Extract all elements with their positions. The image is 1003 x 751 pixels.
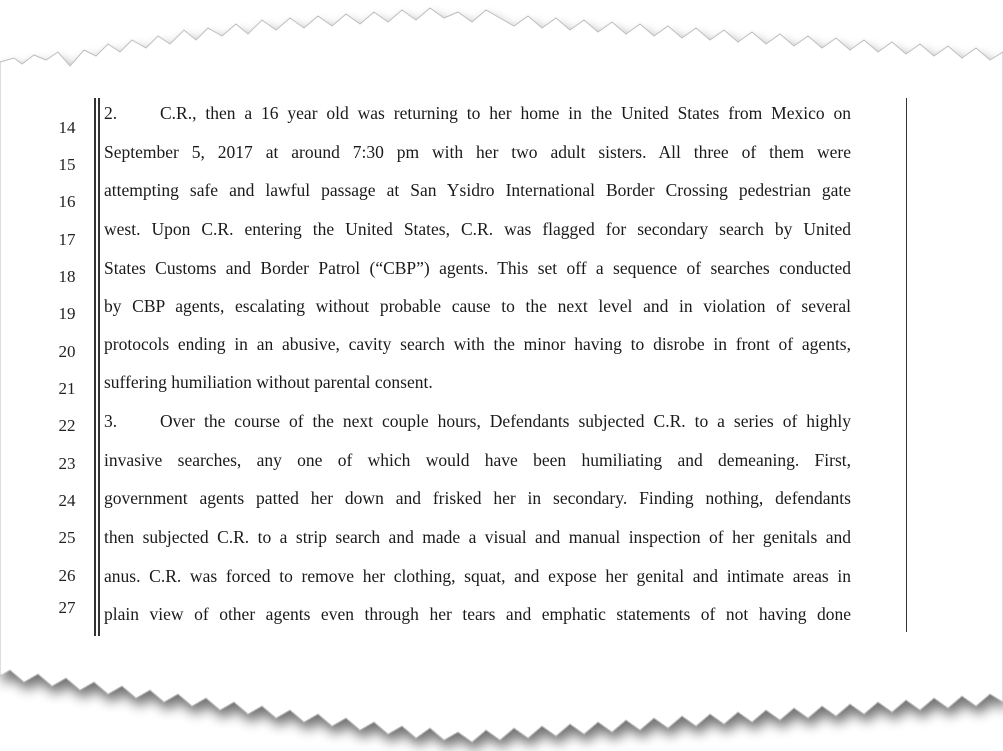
line-number: 21 <box>58 379 76 398</box>
paragraph-line: September 5, 2017 at around 7:30 pm with her two adult sisters. All three of them were <box>104 142 851 162</box>
line-number: 27 <box>58 598 76 617</box>
paragraph-line: plain view of other agents even through her tears and emphatic statements of not having done <box>104 604 851 624</box>
line-number: 15 <box>58 155 76 174</box>
paragraph-line: anus. C.R. was forced to remove her clothing, squat, and expose her genital and intimate areas in <box>104 566 851 586</box>
line-number: 22 <box>58 416 76 435</box>
paragraph-line: suffering humiliation without parental consent. <box>104 372 433 392</box>
line-number: 14 <box>58 118 76 137</box>
paragraph-number: 3. <box>104 411 118 431</box>
paragraph-line <box>104 410 851 432</box>
paragraph-line: by CBP agents, escalating without probable cause to the next level and in violation of several <box>104 296 851 316</box>
paragraph-line-text: C.R., then a 16 year old was returning to her home in the United States from Mexico on <box>160 103 851 123</box>
paragraph-line: government agents patted her down and frisked her in secondary. Finding nothing, defendants <box>104 488 851 508</box>
left-margin-rule-2 <box>98 98 100 636</box>
line-number: 16 <box>58 192 76 211</box>
line-number: 20 <box>58 342 76 361</box>
line-number: 19 <box>58 304 76 323</box>
paragraph-line: then subjected C.R. to a strip search and made a visual and manual inspection of her genitals and <box>104 527 851 547</box>
paragraph-line-text: Over the course of the next couple hours, Defendants subjected C.R. to a series of highly <box>160 411 851 431</box>
line-number: 26 <box>58 566 76 585</box>
line-number: 18 <box>58 267 76 286</box>
right-margin-rule <box>906 98 907 632</box>
line-number: 23 <box>58 454 76 473</box>
paragraph-line: west. Upon C.R. entering the United States, C.R. was flagged for secondary search by United <box>104 219 851 239</box>
paragraph-line: attempting safe and lawful passage at San Ysidro International Border Crossing pedestrian gate <box>104 180 851 200</box>
paragraph-line: States Customs and Border Patrol (“CBP”) agents. This set off a sequence of searches conducted <box>104 258 851 278</box>
left-margin-rule-1 <box>94 98 96 636</box>
line-number: 24 <box>58 491 76 510</box>
line-number: 25 <box>58 528 76 547</box>
line-number: 17 <box>58 230 76 249</box>
paragraph-line: invasive searches, any one of which would have been humiliating and demeaning. First, <box>104 450 851 470</box>
paragraph-number: 2. <box>104 103 118 123</box>
paragraph-line <box>104 102 851 124</box>
paragraph-line: protocols ending in an abusive, cavity search with the minor having to disrobe in front of agents, <box>104 334 851 354</box>
